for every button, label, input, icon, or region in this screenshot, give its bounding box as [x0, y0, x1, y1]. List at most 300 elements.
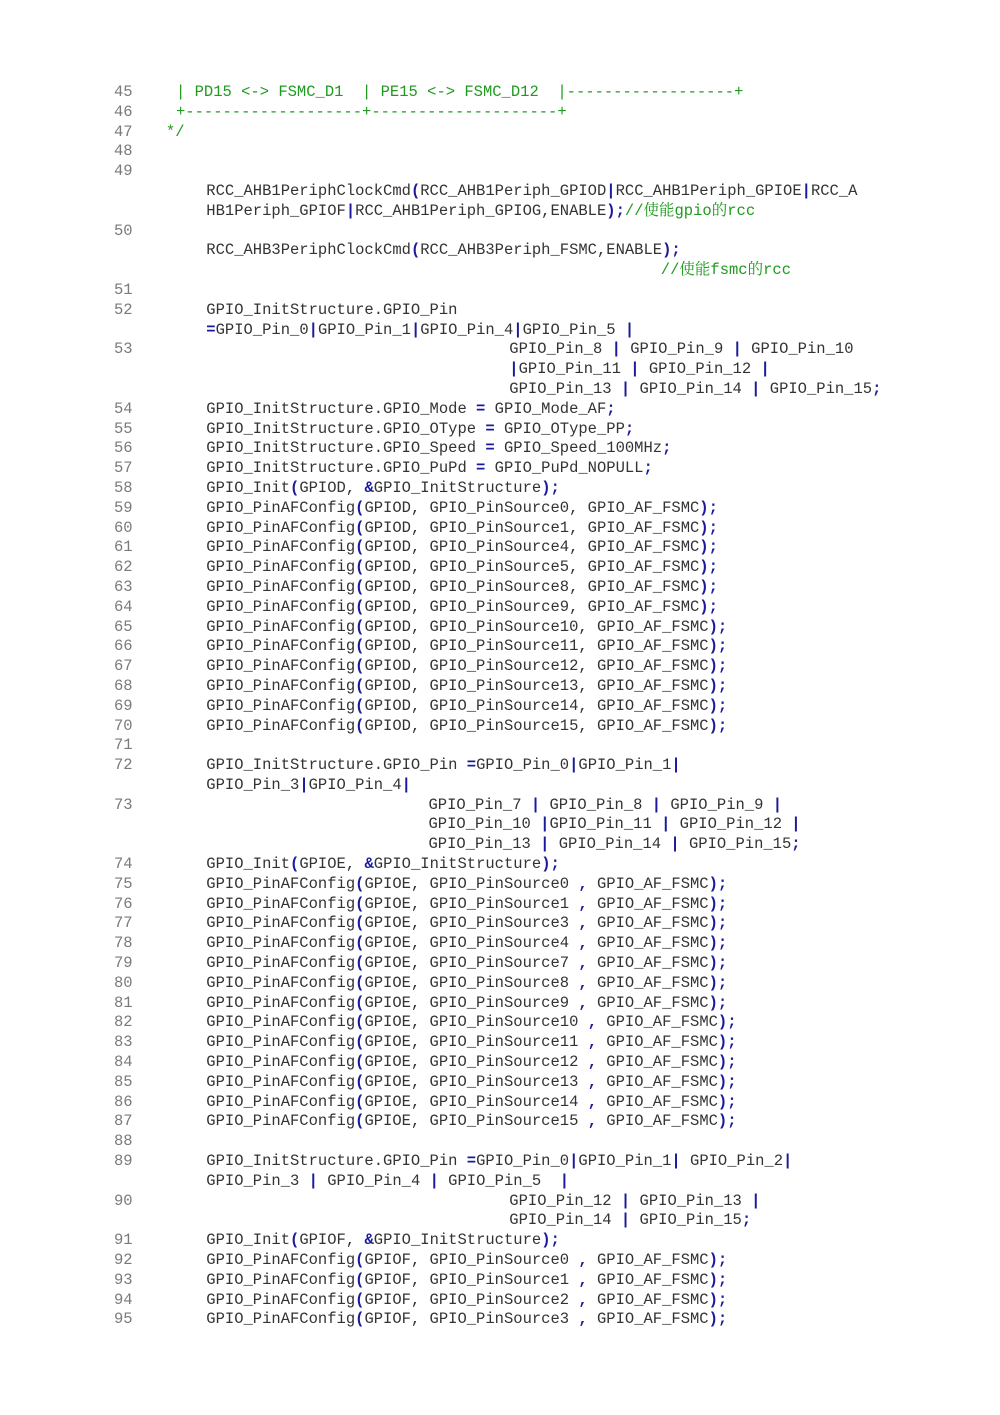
code-operator: &	[364, 855, 374, 874]
code-operator: );	[708, 973, 728, 992]
code-token: GPIO_PinAFConfig	[206, 538, 356, 557]
code-token: RCC_AHB3Periph_FSMC,ENABLE	[420, 241, 663, 260]
code-operator: |	[530, 795, 541, 814]
code-operator: |	[410, 320, 421, 339]
code-operator: (	[355, 617, 365, 636]
line-number: 61	[114, 538, 133, 557]
code-line	[114, 1192, 974, 1212]
line-number: 90	[114, 1191, 133, 1210]
code-operator: );	[708, 676, 728, 695]
code-token: GPIO_PinAFConfig	[206, 993, 356, 1012]
code-line	[114, 1013, 974, 1033]
code-text	[206, 1152, 792, 1172]
code-token: GPIO_Init	[206, 1231, 291, 1250]
line-number: 53	[114, 340, 133, 359]
line-number: 80	[114, 973, 133, 992]
code-text	[206, 934, 727, 954]
code-token: GPIO_PinAFConfig	[206, 617, 356, 636]
code-operator: );	[708, 657, 728, 676]
code-comment: | PD15 <-> FSMC_D1 | PE15 <-> FSMC_D12 |------------------+	[176, 83, 744, 101]
code-token: GPIO_PinAFConfig	[206, 874, 356, 893]
code-operator: |	[624, 320, 635, 339]
code-operator: );	[541, 855, 560, 874]
code-operator: ;	[662, 439, 672, 458]
code-line	[114, 202, 974, 222]
code-token: GPIO_PinAFConfig	[206, 518, 356, 537]
code-line	[114, 241, 974, 261]
code-operator: ,	[578, 973, 588, 992]
code-operator: (	[355, 558, 365, 577]
code-line	[114, 301, 974, 321]
code-operator: =	[466, 756, 477, 775]
code-operator: );	[541, 478, 560, 497]
code-token: GPIOE, GPIO_PinSource12	[364, 1053, 588, 1072]
code-line	[114, 360, 974, 380]
line-number: 60	[114, 518, 133, 537]
code-operator: ,	[587, 1112, 597, 1131]
code-text	[206, 974, 727, 994]
code-text	[206, 1033, 736, 1053]
code-token: GPIOD, GPIO_PinSource9, GPIO_AF_FSMC	[364, 597, 700, 616]
code-token: GPIO_PinAFConfig	[206, 894, 356, 913]
code-operator: (	[355, 934, 365, 953]
line-number: 84	[114, 1053, 133, 1072]
code-line	[114, 380, 974, 400]
code-text	[206, 1271, 727, 1291]
code-token: GPIO_PinAFConfig	[206, 1053, 356, 1072]
code-operator: );	[662, 241, 681, 260]
code-token: GPIO_InitStructure.GPIO_OType	[206, 419, 486, 438]
code-token: GPIO_AF_FSMC	[597, 1072, 718, 1091]
line-number: 51	[114, 280, 133, 299]
code-token: GPIOE, GPIO_PinSource8	[364, 973, 579, 992]
code-token: GPIO_Pin_4	[308, 775, 402, 794]
line-number: 78	[114, 934, 133, 953]
code-operator: );	[606, 201, 625, 220]
code-operator: (	[355, 716, 365, 735]
code-line	[114, 914, 974, 934]
code-text	[206, 657, 727, 677]
code-operator: (	[355, 637, 365, 656]
code-line	[114, 835, 974, 855]
line-number: 85	[114, 1072, 133, 1091]
line-number: 55	[114, 419, 133, 438]
code-line	[114, 657, 974, 677]
code-line	[114, 340, 974, 360]
code-token: GPIO_Pin_5	[438, 1171, 560, 1190]
code-token: GPIO_PinAFConfig	[206, 597, 356, 616]
code-token: GPIO_InitStructure.GPIO_Pin	[206, 1152, 467, 1171]
code-token: GPIO_InitStructure.GPIO_Pin	[206, 756, 467, 775]
line-number: 65	[114, 617, 133, 636]
code-operator: );	[708, 914, 728, 933]
code-operator: );	[717, 1092, 737, 1111]
code-token: GPIO_InitStructure.GPIO_Pin	[206, 300, 458, 319]
code-line	[114, 1093, 974, 1113]
code-text	[206, 578, 718, 598]
code-operator: ;	[872, 379, 882, 398]
code-operator: );	[717, 1112, 737, 1131]
code-operator: ,	[578, 954, 588, 973]
code-line	[114, 420, 974, 440]
code-token: GPIO_Pin_3	[206, 775, 300, 794]
code-token: GPIOD, GPIO_PinSource1, GPIO_AF_FSMC	[364, 518, 700, 537]
line-number: 62	[114, 558, 133, 577]
code-token: GPIO_Pin_10	[428, 815, 541, 834]
code-operator: |	[611, 340, 621, 359]
code-token: GPIO_PinAFConfig	[206, 954, 356, 973]
code-operator: );	[708, 1251, 728, 1270]
code-operator: |	[661, 815, 671, 834]
code-operator: (	[355, 1112, 365, 1131]
code-operator: =	[476, 399, 486, 418]
code-operator: |	[401, 775, 411, 794]
code-line	[114, 1291, 974, 1311]
line-number: 54	[114, 399, 133, 418]
code-token: GPIOF, GPIO_PinSource2	[364, 1290, 579, 1309]
code-token: GPIO_PinAFConfig	[206, 657, 356, 676]
code-operator: |	[540, 815, 550, 834]
code-token: GPIOE, GPIO_PinSource1	[364, 894, 579, 913]
code-operator: (	[290, 855, 300, 874]
code-token: RCC_AHB1Periph_GPIOD	[420, 181, 607, 200]
code-token: GPIO_InitStructure.GPIO_Speed	[206, 439, 486, 458]
code-operator: ,	[578, 1310, 588, 1329]
code-operator: );	[699, 538, 718, 557]
line-number: 86	[114, 1092, 133, 1111]
code-token: GPIOD, GPIO_PinSource0, GPIO_AF_FSMC	[364, 498, 700, 517]
code-token: GPIOD, GPIO_PinSource14, GPIO_AF_FSMC	[364, 696, 709, 715]
code-text	[206, 439, 671, 459]
code-line	[114, 618, 974, 638]
code-token: GPIOD, GPIO_PinSource15, GPIO_AF_FSMC	[364, 716, 709, 735]
code-text	[206, 637, 727, 657]
code-operator: |	[513, 320, 523, 339]
code-token: GPIOE, GPIO_PinSource14	[364, 1092, 588, 1111]
code-operator: );	[717, 1013, 737, 1032]
code-token: RCC_A	[810, 181, 858, 200]
code-token: GPIO_Pin_9	[620, 340, 733, 359]
line-number: 93	[114, 1270, 133, 1289]
line-number: 83	[114, 1033, 133, 1052]
line-number: 45	[114, 83, 133, 101]
code-line	[114, 637, 974, 657]
code-text	[509, 340, 853, 360]
code-operator: ,	[587, 1013, 597, 1032]
code-text	[429, 796, 783, 816]
code-token: GPIO_Pin_4	[420, 320, 514, 339]
code-line	[114, 1251, 974, 1271]
code-line	[114, 142, 974, 162]
code-token: GPIO_Init	[206, 478, 291, 497]
code-operator: (	[355, 577, 365, 596]
line-number: 92	[114, 1251, 133, 1270]
code-operator: (	[355, 1251, 365, 1270]
code-operator: );	[717, 1053, 737, 1072]
code-text	[509, 1211, 751, 1231]
code-line	[114, 598, 974, 618]
line-number: 95	[114, 1310, 133, 1329]
code-operator: |	[620, 1211, 631, 1230]
code-token: GPIO_AF_FSMC	[597, 1033, 718, 1052]
code-token: GPIO_AF_FSMC	[587, 954, 709, 973]
code-text	[176, 83, 743, 103]
code-line	[114, 479, 974, 499]
code-text	[206, 1231, 560, 1251]
code-token: RCC_AHB1Periph_GPIOE	[615, 181, 802, 200]
code-token: GPIO_PinAFConfig	[206, 1251, 356, 1270]
code-token: GPIO_AF_FSMC	[587, 973, 709, 992]
code-token: GPIO_Pin_3	[206, 1171, 309, 1190]
code-text	[206, 1053, 736, 1073]
code-token: GPIO_Pin_2	[680, 1152, 784, 1171]
code-line	[114, 895, 974, 915]
code-text	[206, 875, 727, 895]
line-number: 73	[114, 795, 133, 814]
code-operator: );	[708, 894, 728, 913]
code-token: GPIO_PuPd_NOPULL	[485, 459, 644, 478]
code-comment: //使能fsmc的rcc	[660, 261, 792, 280]
code-token: GPIO_Pin_15	[630, 1211, 742, 1230]
code-operator: =	[485, 419, 495, 438]
code-text	[206, 954, 727, 974]
line-number: 56	[114, 439, 133, 458]
code-operator: );	[708, 1270, 728, 1289]
code-line	[114, 776, 974, 796]
code-token: GPIOE,	[299, 855, 365, 874]
code-operator: (	[355, 993, 365, 1012]
code-operator: |	[671, 756, 681, 775]
code-text	[206, 182, 857, 202]
code-operator: |	[559, 1171, 570, 1190]
code-operator: |	[630, 360, 640, 379]
code-operator: ;	[791, 835, 801, 854]
code-token: GPIOE, GPIO_PinSource15	[364, 1112, 588, 1131]
code-line	[114, 1112, 974, 1132]
line-number: 47	[114, 122, 133, 141]
code-operator: |	[540, 835, 550, 854]
code-token: GPIO_PinAFConfig	[206, 1092, 356, 1111]
code-operator: (	[355, 498, 365, 517]
code-operator: (	[355, 518, 365, 537]
code-text	[206, 895, 727, 915]
code-token: GPIO_PinAFConfig	[206, 1072, 356, 1091]
code-text	[206, 499, 718, 519]
code-token: GPIO_Pin_11	[549, 815, 662, 834]
code-token: GPIO_AF_FSMC	[597, 1092, 718, 1111]
code-line	[114, 103, 974, 123]
line-number: 72	[114, 756, 133, 775]
code-operator: &	[364, 1231, 374, 1250]
code-text	[206, 914, 727, 934]
code-token: GPIO_Pin_15	[679, 835, 792, 854]
code-text	[429, 815, 801, 835]
code-operator: );	[708, 716, 728, 735]
code-line	[114, 400, 974, 420]
code-comment: +-------------------+--------------------+	[176, 102, 567, 121]
code-token: GPIO_Pin_12	[509, 1191, 621, 1210]
code-line	[114, 499, 974, 519]
code-token: GPIO_PinAFConfig	[206, 1270, 356, 1289]
code-text	[206, 677, 727, 697]
code-operator: ,	[578, 874, 588, 893]
code-line	[114, 321, 974, 341]
code-token: GPIO_AF_FSMC	[587, 1251, 709, 1270]
code-token: GPIO_Init	[206, 855, 291, 874]
code-operator: );	[699, 498, 718, 517]
code-line	[114, 855, 974, 875]
code-line	[114, 162, 974, 182]
code-token: GPIOE, GPIO_PinSource3	[364, 914, 579, 933]
code-token: GPIOF, GPIO_PinSource1	[364, 1270, 579, 1289]
code-operator: (	[355, 914, 365, 933]
code-operator: ,	[587, 1072, 597, 1091]
code-operator: (	[355, 1310, 365, 1329]
code-operator: (	[355, 1092, 365, 1111]
code-text	[206, 479, 560, 499]
line-number: 79	[114, 954, 133, 973]
line-number: 63	[114, 577, 133, 596]
code-token: GPIOF,	[299, 1231, 365, 1250]
code-comment: //使能gpio的rcc	[624, 201, 756, 220]
code-token: GPIOF, GPIO_PinSource3	[364, 1310, 579, 1329]
code-token: GPIO_Pin_14	[630, 379, 752, 398]
code-token: GPIO_PinAFConfig	[206, 577, 356, 596]
code-token: RCC_AHB1PeriphClockCmd	[206, 181, 411, 200]
code-operator: (	[355, 954, 365, 973]
code-token: HB1Periph_GPIOF	[206, 201, 346, 220]
code-line	[114, 222, 974, 242]
code-token: GPIOD, GPIO_PinSource4, GPIO_AF_FSMC	[364, 538, 700, 557]
line-number: 89	[114, 1152, 133, 1171]
code-token: GPIO_Pin_14	[509, 1211, 621, 1230]
code-operator: ;	[624, 419, 635, 438]
code-token: GPIO_Mode_AF	[485, 399, 607, 418]
code-token: GPIO_AF_FSMC	[587, 914, 709, 933]
line-number: 49	[114, 162, 133, 181]
code-token: GPIO_PinAFConfig	[206, 1013, 356, 1032]
code-operator: =	[485, 439, 495, 458]
code-operator: );	[541, 1231, 560, 1250]
code-token: GPIO_PinAFConfig	[206, 498, 356, 517]
code-line	[114, 697, 974, 717]
code-text	[206, 558, 718, 578]
code-operator: );	[699, 518, 718, 537]
line-number: 91	[114, 1231, 133, 1250]
code-token: GPIOE, GPIO_PinSource9	[364, 993, 579, 1012]
code-token: RCC_AHB1Periph_GPIOG,ENABLE	[355, 201, 607, 220]
code-token: GPIO_PinAFConfig	[206, 637, 356, 656]
code-operator: ;	[606, 399, 616, 418]
code-listing	[114, 83, 974, 1330]
code-line	[114, 578, 974, 598]
code-text	[206, 717, 727, 737]
code-line	[114, 1231, 974, 1251]
code-operator: (	[290, 1231, 300, 1250]
code-line	[114, 875, 974, 895]
line-number: 69	[114, 696, 133, 715]
code-operator: |	[671, 1152, 681, 1171]
line-number: 58	[114, 478, 133, 497]
code-operator: );	[717, 1033, 737, 1052]
code-operator: |	[620, 379, 631, 398]
code-token: GPIO_Pin_7	[428, 795, 531, 814]
line-number: 70	[114, 716, 133, 735]
line-number: 57	[114, 459, 133, 478]
code-operator: );	[708, 874, 728, 893]
code-operator: |	[345, 201, 356, 220]
code-operator: );	[699, 597, 718, 616]
code-operator: |	[801, 181, 811, 200]
code-token: GPIO_Pin_12	[639, 360, 761, 379]
line-number: 66	[114, 637, 133, 656]
code-operator: ,	[587, 1092, 597, 1111]
code-operator: ,	[587, 1053, 597, 1072]
code-operator: ;	[643, 459, 653, 478]
code-line	[114, 1053, 974, 1073]
line-number: 94	[114, 1290, 133, 1309]
code-token: GPIOE, GPIO_PinSource11	[364, 1033, 588, 1052]
code-line	[114, 736, 974, 756]
code-token: GPIOE, GPIO_PinSource10	[364, 1013, 588, 1032]
line-number: 88	[114, 1132, 133, 1151]
code-line	[114, 1073, 974, 1093]
code-line	[114, 261, 974, 281]
code-operator: (	[355, 973, 365, 992]
code-operator: (	[410, 181, 421, 200]
code-token: GPIOD, GPIO_PinSource11, GPIO_AF_FSMC	[364, 637, 709, 656]
code-line	[114, 756, 974, 776]
code-operator: );	[699, 577, 718, 596]
code-token: GPIOE, GPIO_PinSource7	[364, 954, 579, 973]
code-token: GPIO_Pin_1	[317, 320, 411, 339]
code-operator: |	[429, 1171, 439, 1190]
code-line	[114, 934, 974, 954]
code-operator: (	[355, 1053, 365, 1072]
code-token: GPIO_AF_FSMC	[587, 874, 709, 893]
code-line	[114, 538, 974, 558]
code-text	[206, 321, 634, 341]
code-token: GPIOE, GPIO_PinSource0	[364, 874, 579, 893]
code-text	[206, 1112, 736, 1132]
code-token: GPIO_Pin_8	[509, 340, 612, 359]
code-operator: (	[410, 241, 421, 260]
code-operator: );	[708, 637, 728, 656]
code-token: GPIO_AF_FSMC	[587, 1290, 709, 1309]
code-token: GPIO_AF_FSMC	[587, 934, 709, 953]
code-operator: );	[708, 1310, 728, 1329]
code-operator: (	[355, 1033, 365, 1052]
code-token: GPIO_Pin_11	[518, 360, 631, 379]
code-operator: (	[355, 657, 365, 676]
code-line	[114, 954, 974, 974]
code-operator: =	[466, 1152, 477, 1171]
code-text	[206, 519, 718, 539]
line-number: 68	[114, 676, 133, 695]
code-token: GPIO_PinAFConfig	[206, 1033, 356, 1052]
code-text	[206, 1172, 569, 1192]
code-token: GPIO_AF_FSMC	[597, 1053, 718, 1072]
code-token: GPIO_Pin_13	[630, 1191, 752, 1210]
code-line	[114, 1152, 974, 1172]
code-line	[114, 796, 974, 816]
code-text	[206, 241, 680, 261]
code-operator: |	[760, 360, 770, 379]
code-token: GPIOD, GPIO_PinSource10, GPIO_AF_FSMC	[364, 617, 709, 636]
code-operator: );	[708, 993, 728, 1012]
code-text	[206, 1291, 727, 1311]
code-text	[206, 756, 680, 776]
